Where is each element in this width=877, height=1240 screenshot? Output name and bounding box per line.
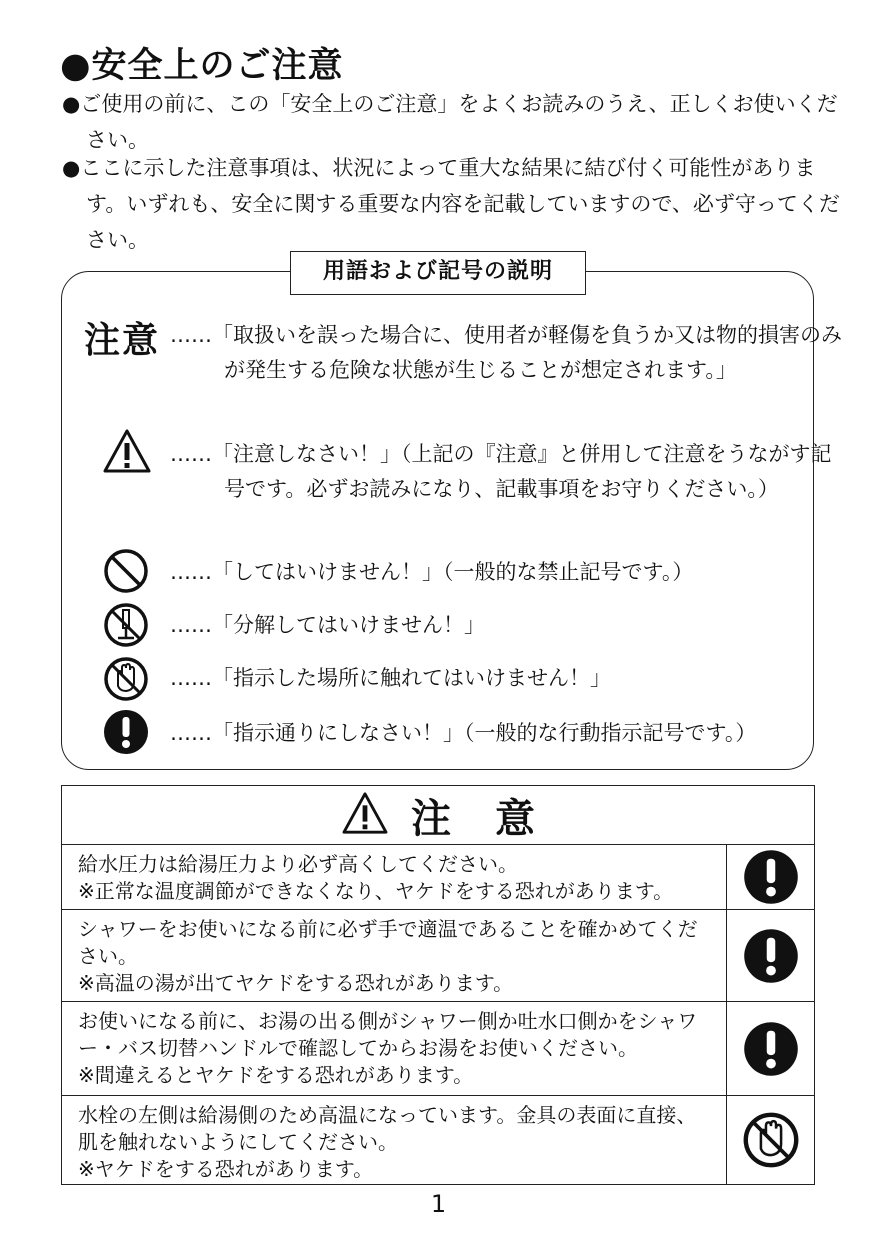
no-touch-icon [103, 656, 149, 706]
note-line: ※ヤケドをする恐れがあります。 [78, 1157, 374, 1181]
legend-row-no-touch: ……「指示した場所に触れてはいけません！」 [170, 666, 611, 690]
prohibition-icon [103, 548, 149, 598]
instruction-line: 水栓の左側は給湯側のため高温になっています。金具の表面に直接、肌を触れないようにしてください。 [78, 1103, 697, 1154]
intro-bullet-1: ●ご使用の前に、この「安全上のご注意」をよくお読みのうえ、正しくお使いください。 [62, 92, 838, 152]
warning-triangle-icon [341, 791, 389, 839]
note-line: ※間違えるとヤケドをする恐れがあります。 [78, 1063, 474, 1087]
instruction-line: 給水圧力は給湯圧力より必ず高くしてください。 [78, 852, 518, 876]
no-disassembly-icon [103, 602, 149, 652]
legend-title: 用語および記号の説明 [290, 251, 586, 295]
caution-table-title: 注意 [411, 795, 579, 842]
note-line: ※正常な温度調節ができなくなり、ヤケドをする恐れがあります。 [78, 879, 674, 903]
intro-bullet-2: ●ここに示した注意事項は、状況によって重大な結果に結び付く可能性があります。いずれも、安全に関する重要な内容を記載していますので、必ず守ってください。 [62, 156, 840, 252]
warning-triangle-icon [102, 428, 152, 478]
table-row [62, 1002, 814, 1096]
page-title: ●安全上のご注意 [60, 46, 344, 86]
no-touch-icon [727, 1096, 814, 1184]
mandatory-action-icon [103, 709, 149, 759]
table-row-text [62, 910, 727, 1001]
mandatory-action-icon [727, 1002, 814, 1095]
note-line: ※高温の湯が出てヤケドをする恐れがあります。 [78, 971, 514, 995]
caution-table [61, 785, 815, 1185]
table-row-text [62, 1096, 727, 1184]
mandatory-action-icon [727, 910, 814, 1001]
instruction-line: お使いになる前に、お湯の出る側がシャワー側か吐水口側かをシャワー・バス切替ハンドルで確認してからお湯をお使いください。 [78, 1009, 698, 1060]
mandatory-action-icon [727, 845, 814, 909]
legend-row-mandatory: ……「指示通りにしなさい！」（一般的な行動指示記号です。） [170, 721, 757, 745]
table-row [62, 845, 814, 910]
legend-row-caution: ……「取扱いを誤った場合に、使用者が軽傷を負うか又は物的損害のみが発生する危険な状態が生じることが想定されます。」 [170, 323, 842, 382]
table-row-text [62, 845, 727, 909]
table-row [62, 910, 814, 1002]
table-row [62, 1096, 814, 1184]
caution-table-header [62, 786, 814, 845]
instruction-line: シャワーをお使いになる前に必ず手で適温であることを確かめてください。 [78, 917, 698, 968]
legend-row-no-disassembly: ……「分解してはいけません！」 [170, 613, 485, 637]
caution-word: 注意 [84, 320, 161, 361]
legend-row-warning: ……「注意しなさい！」（上記の『注意』と併用して注意をうながす記号です。必ずお読みになり、記載事項をお守りください。） [170, 442, 832, 501]
page-number: 1 [430, 1190, 447, 1218]
legend-row-prohibition: ……「してはいけません！」（一般的な禁止記号です。） [170, 560, 694, 584]
table-row-text [62, 1002, 727, 1095]
